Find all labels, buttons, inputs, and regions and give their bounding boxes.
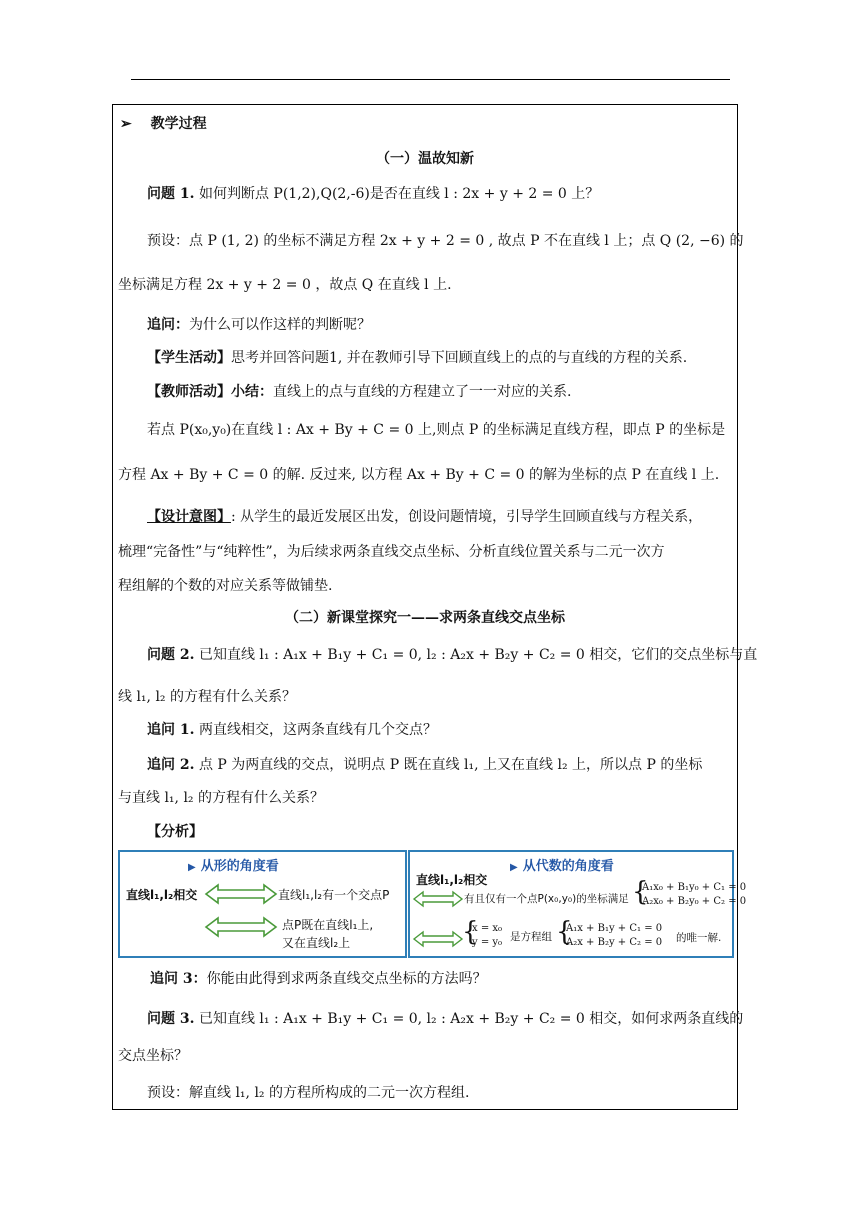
double-arrow-icon — [412, 890, 464, 908]
teacher-activity — [147, 382, 571, 402]
teacher-activity-label: 【教师活动】小结： — [147, 384, 273, 400]
follow-up — [147, 315, 371, 335]
follow-up-3 — [150, 969, 487, 989]
follow-up-1-label: 追问 1. — [147, 722, 195, 738]
content-table-cell — [112, 104, 738, 1110]
question-2-line1: 已知直线 l₁ : A₁x + B₁y + C₁ = 0, l₂ : A₂x + B₂y + C₂ = 0 相交，它们的交点坐标与直 — [194, 647, 758, 663]
eq-1b: A₂x₀ + B₂y₀ + C₂ = 0 — [642, 896, 747, 907]
shape-perspective-header: ▶ 从形的角度看 — [188, 859, 279, 874]
bullet-icon: ➢ — [120, 116, 132, 132]
sys-y: y = y₀ — [472, 937, 503, 948]
double-arrow-icon — [204, 916, 278, 938]
student-activity-label: 【学生活动】 — [147, 350, 231, 366]
eq-2b: A₂x + B₂y + C₂ = 0 — [566, 937, 663, 948]
question-1-text: 如何判断点 P(1,2),Q(2,-6)是否在直线 l : 2x + y + 2 = 0 上？ — [198, 186, 600, 202]
lines-intersect-label: 直线l₁,l₂相交 — [416, 873, 488, 887]
design-intent-line2: 梳理“完备性”与“纯粹性”，为后续求两条直线交点坐标、分析直线位置关系与二元一次方 — [118, 544, 665, 560]
design-intent — [147, 507, 702, 527]
sys-x: x = x₀ — [472, 923, 503, 934]
algebra-perspective-box — [408, 850, 747, 958]
teacher-activity-text: 直线上的点与直线的方程建立了一一对应的关系. — [273, 384, 572, 400]
one-intersection-text: 直线l₁,l₂有一个交点P — [278, 888, 390, 902]
question-3-line1: 已知直线 l₁ : A₁x + B₁y + C₁ = 0, l₂ : A₂x + B₂y + C₂ = 0 相交，如何求两条直线的 — [194, 1011, 744, 1027]
question-3-label: 问题 3. — [147, 1011, 195, 1027]
section-title: 教学过程 — [150, 116, 207, 132]
question-1-label: 问题 1. — [147, 186, 195, 202]
follow-up-2 — [147, 755, 702, 775]
brace-icon: { — [556, 917, 573, 947]
lines-intersect-label: 直线l₁,l₂相交 — [126, 888, 198, 902]
question-3-line2: 交点坐标？ — [118, 1048, 188, 1064]
double-arrow-icon — [412, 930, 464, 948]
question-2-line2: 线 l₁, l₂ 的方程有什么关系？ — [118, 689, 296, 705]
header-rule — [131, 79, 730, 80]
point-on-l1-text: 点P既在直线l₁上, — [282, 918, 374, 932]
brace-icon: { — [462, 917, 479, 947]
eq-2a: A₁x + B₁y + C₁ = 0 — [566, 923, 663, 934]
design-intent-label: 【设计意图】 — [147, 509, 231, 525]
part2-heading: （二）新课堂探究一——求两条直线交点坐标 — [285, 610, 565, 626]
follow-up-label: 追问： — [147, 317, 189, 333]
unique-solution-text: 的唯一解. — [676, 932, 722, 944]
presume-1-line2: 坐标满足方程 2x + y + 2 = 0 ，故点 Q 在直线 l 上. — [118, 277, 452, 293]
design-intent-line3: 程组解的个数的对应关系等做铺垫. — [118, 578, 333, 594]
follow-up-text: 为什么可以作这样的判断呢？ — [189, 317, 371, 333]
unique-point-text: 有且仅有一个点P(x₀,y₀)的坐标满足 — [464, 893, 629, 905]
if-point-line2: 方程 Ax + By + C = 0 的解. 反过来, 以方程 Ax + By + C = 0 的解为坐标的点 P 在直线 l 上. — [118, 467, 720, 483]
follow-up-3-label: 追问 3： — [150, 971, 207, 987]
system-label: 是方程组 — [510, 931, 552, 943]
part1-heading: （一）温故知新 — [376, 151, 474, 167]
presume-1-line1: 预设：点 P (1, 2) 的坐标不满足方程 2x + y + 2 = 0 , 故点 P 不在直线 l 上；点 Q (2, −6) 的 — [147, 233, 744, 249]
double-arrow-icon — [204, 883, 278, 905]
design-intent-line1: : 从学生的最近发展区出发，创设问题情境，引导学生回顾直线与方程关系， — [231, 509, 703, 525]
follow-up-2-line1: 点 P 为两直线的交点，说明点 P 既在直线 l₁, 上又在直线 l₂ 上，所以点 P 的坐标 — [194, 757, 703, 773]
follow-up-1 — [147, 720, 437, 740]
analysis-label: 【分析】 — [147, 824, 203, 840]
student-activity-text: 思考并回答问题1, 并在教师引导下回顾直线上的点的与直线的方程的关系. — [231, 350, 688, 366]
shape-perspective-box — [118, 850, 407, 958]
if-point-line1: 若点 P(x₀,y₀)在直线 l : Ax + By + C = 0 上,则点 P 的坐标满足直线方程，即点 P 的坐标是 — [147, 422, 726, 438]
question-3 — [147, 1009, 743, 1029]
point-on-l2-text: 又在直线l₂上 — [282, 936, 351, 950]
presume-3: 预设：解直线 l₁, l₂ 的方程所构成的二元一次方程组. — [147, 1085, 470, 1101]
student-activity — [147, 348, 687, 368]
algebra-perspective-header: ▶ 从代数的角度看 — [510, 859, 614, 874]
section-header — [120, 114, 207, 134]
follow-up-1-text: 两直线相交，这两条直线有几个交点？ — [194, 722, 437, 738]
triangle-bullet-icon: ▶ — [188, 862, 196, 873]
question-2 — [147, 645, 757, 665]
question-1 — [147, 184, 599, 204]
triangle-bullet-icon: ▶ — [510, 862, 518, 873]
eq-1a: A₁x₀ + B₁y₀ + C₁ = 0 — [642, 882, 747, 893]
follow-up-3-text: 你能由此得到求两条直线交点坐标的方法吗？ — [206, 971, 487, 987]
follow-up-2-line2: 与直线 l₁, l₂ 的方程有什么关系？ — [118, 790, 324, 806]
question-2-label: 问题 2. — [147, 647, 195, 663]
follow-up-2-label: 追问 2. — [147, 757, 195, 773]
brace-icon: { — [632, 877, 649, 907]
